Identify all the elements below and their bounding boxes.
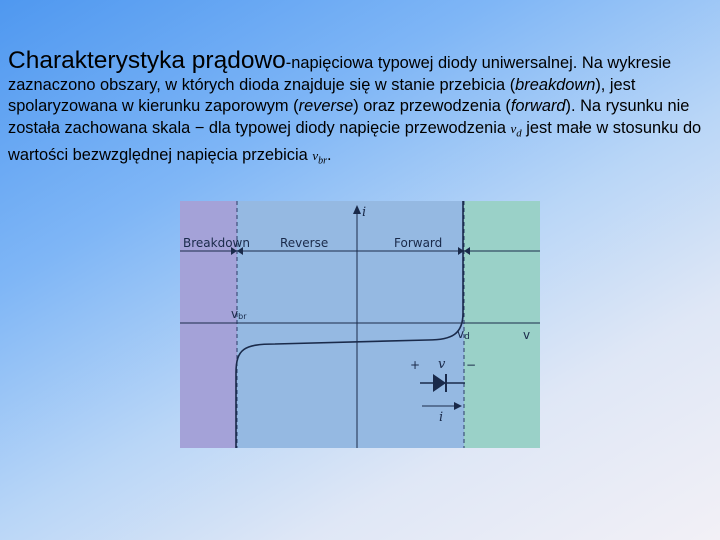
region-label-breakdown: Breakdown (183, 236, 250, 250)
caption-part-4: ). Na rysunku nie została zachowana skala − dla typowej diody napięcie przewodzenia (8, 97, 690, 137)
region-label-forward: Forward (394, 236, 443, 250)
axis-label-v: v (523, 328, 531, 342)
vd-subscript: d (464, 332, 470, 342)
caption-text (8, 47, 716, 172)
caption-title: Charakterystyka prądowo (8, 47, 286, 74)
axis-label-i: i (362, 205, 367, 220)
region-label-reverse: Reverse (280, 236, 329, 250)
caption-part-2: ), jest spolaryzowana w kierunku zaporowym ( (8, 75, 636, 115)
diode-iv-diagram (180, 201, 540, 448)
caption-vd-sub: d (516, 127, 522, 140)
caption-part-3: ) oraz przewodzenia ( (353, 97, 511, 115)
caption-forward: forward (510, 97, 566, 115)
diode-plus-sign: + (410, 358, 421, 372)
caption-vd-letter: v (510, 120, 517, 136)
vd-letter: v (457, 327, 465, 341)
diode-minus-sign: − (466, 358, 477, 372)
vbr-subscript: br (238, 312, 247, 321)
caption-part-1: -napięciowa typowej diody uniwersalnej. Na wykresie zaznaczono obszary, w których dioda znajduje się w stanie przebicia ( (8, 54, 672, 94)
caption-symbol-vbr (312, 147, 327, 167)
caption-vbr-letter: v (312, 147, 319, 163)
caption-vbr-sub: br (318, 155, 327, 167)
caption-symbol-vd (510, 120, 522, 140)
diode-voltage-label: v (438, 357, 446, 372)
caption-reverse: reverse (298, 97, 354, 115)
forward-region (464, 201, 540, 448)
vbr-letter: v (231, 307, 239, 321)
diode-current-label: i (439, 410, 444, 425)
diagram-svg (180, 201, 540, 448)
caption-breakdown: breakdown (515, 75, 596, 94)
caption-part-5: jest małe w stosunku do wartości bezwzględnej napięcia przebicia (8, 118, 702, 164)
caption-part-6: . (327, 145, 332, 164)
